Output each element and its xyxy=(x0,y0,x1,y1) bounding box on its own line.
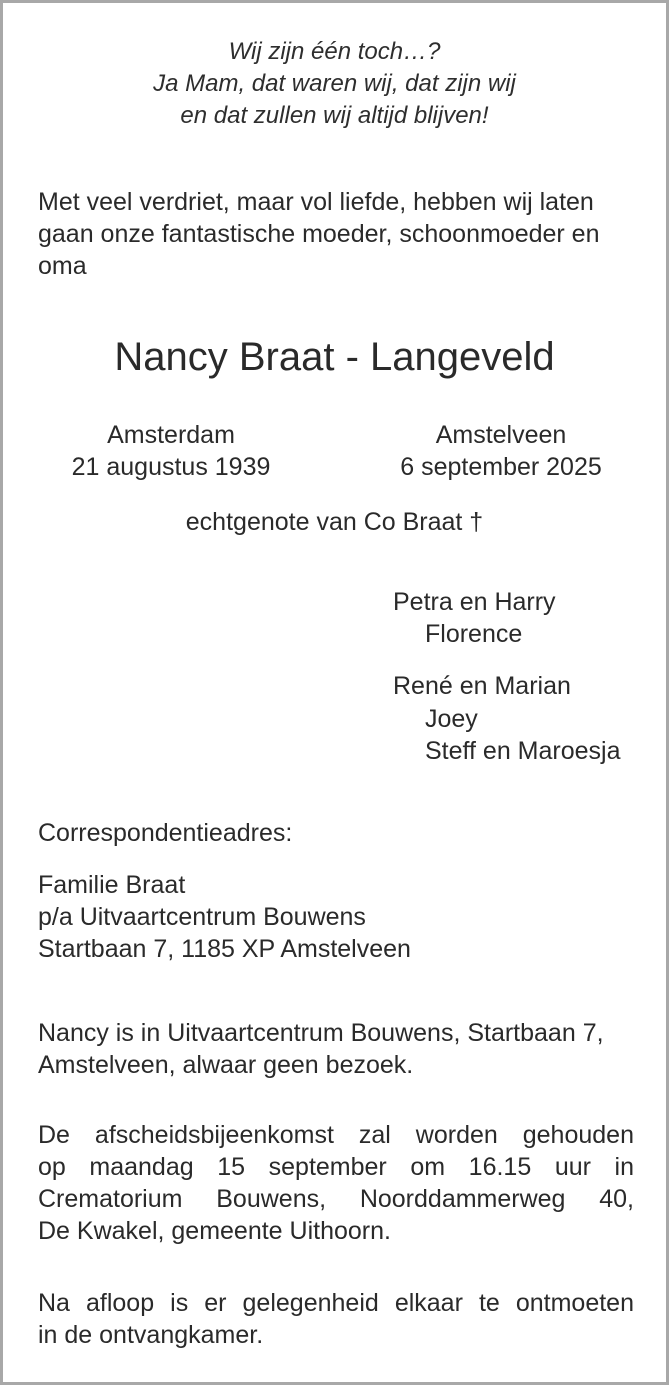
poem-line: Wij zijn één toch…? xyxy=(228,38,441,65)
poem-line: en dat zullen wij altijd blijven! xyxy=(180,102,489,129)
location-line: Amstelveen, alwaar geen bezoek. xyxy=(38,1051,414,1079)
intro-line: gaan onze fantastische moeder, schoonmoeder en xyxy=(38,220,600,248)
correspondence-address xyxy=(38,869,411,965)
location-paragraph xyxy=(38,1017,634,1081)
birth-place: Amsterdam xyxy=(107,421,235,449)
address-line: Startbaan 7, 1185 XP Amstelveen xyxy=(38,935,411,963)
death-info xyxy=(371,419,631,483)
family-member: René en Marian xyxy=(393,672,571,700)
family-member: Petra en Harry xyxy=(393,588,556,616)
location-line: Nancy is in Uitvaartcentrum Bouwens, Startbaan 7, xyxy=(38,1019,604,1047)
intro-line: Met veel verdriet, maar vol liefde, hebben wij laten xyxy=(38,188,594,216)
poem-line: Ja Mam, dat waren wij, dat zijn wij xyxy=(153,70,516,97)
poem xyxy=(3,36,666,132)
family-member: Steff en Maroesja xyxy=(425,737,621,765)
family-member: Florence xyxy=(425,620,523,648)
ceremony-line: op maandag 15 september om 16.15 uur in xyxy=(38,1153,634,1181)
ceremony-line: Crematorium Bouwens, Noorddammerweg 40, xyxy=(38,1185,634,1213)
intro-line: oma xyxy=(38,252,87,280)
ceremony-paragraph xyxy=(38,1119,634,1247)
deceased-name: Nancy Braat - Langeveld xyxy=(114,335,555,379)
correspondence-label: Correspondentieadres: xyxy=(38,819,293,847)
birth-date: 21 augustus 1939 xyxy=(71,453,271,481)
ceremony-line: De Kwakel, gemeente Uithoorn. xyxy=(38,1217,391,1245)
after-line: in de ontvangkamer. xyxy=(38,1321,264,1349)
spouse-line: echtgenote van Co Braat † xyxy=(185,508,484,536)
after-paragraph xyxy=(38,1287,634,1351)
address-line: Familie Braat xyxy=(38,871,186,899)
address-line: p/a Uitvaartcentrum Bouwens xyxy=(38,903,366,931)
death-date: 6 september 2025 xyxy=(400,453,602,481)
intro-text xyxy=(38,186,600,282)
family-member: Joey xyxy=(425,705,478,733)
after-line: Na afloop is er gelegenheid elkaar te ontmoeten xyxy=(38,1289,634,1317)
death-place: Amstelveen xyxy=(435,421,567,449)
ceremony-line: De afscheidsbijeenkomst zal worden gehouden xyxy=(38,1121,634,1149)
birth-info xyxy=(41,419,301,483)
